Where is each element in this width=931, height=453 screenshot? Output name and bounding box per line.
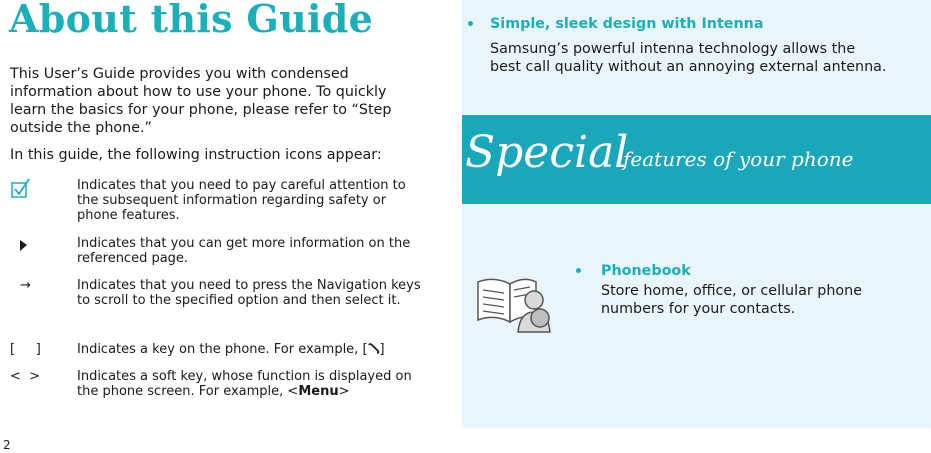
menu-softkey-label: Menu [298, 384, 339, 399]
icon-row-text [77, 342, 427, 357]
left-page [0, 0, 462, 453]
navigation-arrow-icon: → [20, 278, 31, 293]
special-features-band [462, 115, 931, 204]
send-key-icon [368, 342, 380, 354]
bullet-icon: • [466, 17, 475, 33]
icon-row-text: Indicates that you need to press the Navigation keys to scroll to the specified option and then select it. [77, 278, 421, 308]
angle-text-prefix: Indicates a soft key, whose function is displayed on the phone screen. For example, < [77, 369, 412, 399]
band-title-big: Special [465, 127, 629, 178]
angle-key-icon: < > [10, 369, 41, 384]
icons-intro-paragraph: In this guide, the following instruction icons appear: [10, 147, 382, 163]
icon-row-text: Indicates that you need to pay careful attention to the subsequent information regarding safety or phone features. [77, 178, 406, 223]
bracket-text-suffix: ] [379, 342, 385, 357]
intro-paragraph: This User’s Guide provides you with condensed information about how to use your phone. To quickly learn the basics for your phone, please refer to “Step outside the phone.” [10, 66, 392, 136]
page-number: 2 [3, 438, 11, 452]
bracket-text-prefix: Indicates a key on the phone. For example, [ [77, 342, 368, 357]
band-title-small: features of your phone [623, 147, 854, 171]
angle-text-suffix: > [338, 384, 350, 399]
phonebook-heading: Phonebook [601, 263, 691, 279]
phonebook-icon [474, 270, 552, 340]
icon-row-text [77, 369, 427, 399]
bullet-icon: • [574, 264, 583, 280]
bracket-key-icon: [ ] [10, 342, 41, 357]
intenna-heading: Simple, sleek design with Intenna [490, 16, 764, 32]
page-title: About this Guide [9, 0, 374, 41]
intenna-body: Samsung’s powerful intenna technology allows the best call quality without an annoying external antenna. [490, 41, 887, 75]
features-panel [462, 0, 931, 428]
icon-row-text: Indicates that you can get more information on the referenced page. [77, 236, 411, 266]
phonebook-body: Store home, office, or cellular phone numbers for your contacts. [601, 283, 862, 317]
